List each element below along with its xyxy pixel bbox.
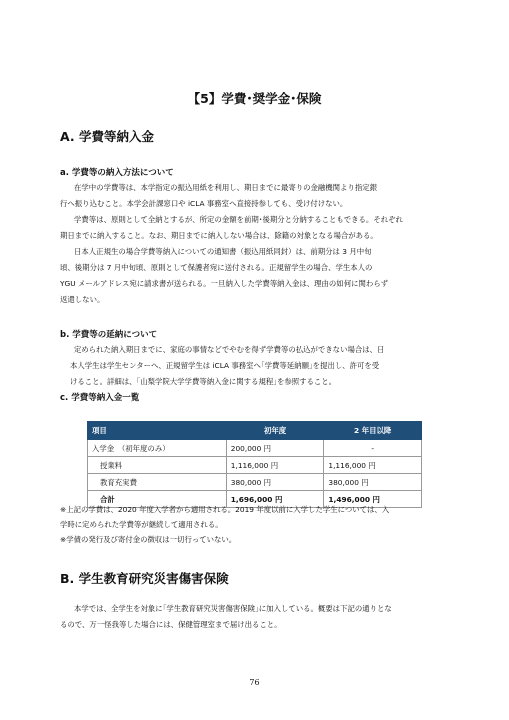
note-line: 学時に定められた学費等が継続して適用される。: [60, 520, 223, 529]
table-cell: 1,116,000 円: [324, 457, 422, 474]
subsection-b-heading: b. 学費等の延納について: [60, 330, 158, 340]
note-line: ※学債の発行及び寄付金の徴収は一切行っていない。: [60, 535, 237, 544]
text-line: るので、万一怪我等した場合には、保健管理室まで届け出ること。: [60, 620, 282, 629]
table-header-row: [88, 422, 422, 440]
text-line: 行へ振り込むこと。本学会計課窓口や iCLA 事務室へ直接持参しても、受け付けない。: [60, 199, 348, 208]
text-line: 返還しない。: [60, 295, 105, 304]
text-line: 頃、後期分は 7 月中旬頃、原則として保護者宛に送付される。正規留学生の場合、学生本人の: [60, 263, 373, 272]
text-line: 学費等は、原則として全納とするが、所定の金額を前期･後期分と分納することもできる。それぞれ: [74, 215, 403, 224]
text-line: 本学では、全学生を対象に｢学生教育研究災害傷害保険｣に加入している。概要は下記の通りとな: [74, 604, 392, 613]
fee-notes: [60, 502, 389, 547]
insurance-paragraph: [60, 601, 450, 633]
table-cell: 合計: [88, 491, 227, 508]
text-line: 定められた納入期日までに、家庭の事情などでやむを得ず学費等の払込ができない場合は、日: [74, 345, 385, 354]
table-cell: 入学金 （初年度のみ）: [88, 440, 227, 457]
text-line: YGU メールアドレス宛に請求書が送られる。一旦納入した学費等納入金は、理由の如何に関わらず: [60, 279, 389, 288]
table-cell: 1,496,000 円: [324, 491, 422, 508]
text-line: 日本人正規生の場合学費等納入についての通知書（振込用紙同封）は、前期分は 3 月中旬: [74, 247, 372, 256]
header-second-year-onward: 2 年目以降: [324, 422, 422, 440]
text-line: 本人学生は学生センターへ、正規留学生は iCLA 事務室へ｢学費等延納願｣を提出し、許可を受: [70, 361, 380, 370]
note-line: ※上記の学費は、2020 年度入学者から適用される。2019 年度以前に入学した学生については、入: [60, 505, 390, 514]
table-cell: 200,000 円: [226, 440, 324, 457]
section-b-heading: B. 学生教育研究災害傷害保険: [60, 571, 229, 586]
table-cell: 380,000 円: [226, 474, 324, 491]
table-cell: 1,696,000 円: [226, 491, 324, 508]
page-number: 76: [249, 678, 260, 687]
subsection-c-heading: c. 学費等納入金一覧: [60, 393, 140, 403]
table-cell: 1,116,000 円: [226, 457, 324, 474]
table-row: [88, 474, 422, 491]
table-cell: 教育充実費: [88, 474, 227, 491]
text-line: 期日までに納入すること。なお、期日までに納入しない場合は、除籍の対象となる場合がある。: [60, 231, 378, 240]
table-cell: -: [324, 440, 422, 457]
deferred-payment-paragraph: [60, 342, 450, 390]
header-first-year: 初年度: [226, 422, 324, 440]
text-line: 在学中の学費等は、本学指定の振込用紙を利用し、期日までに最寄りの金融機関より指定銀: [74, 183, 378, 192]
page-title: 【5】学費･奨学金･保険: [187, 91, 322, 106]
table-cell: 380,000 円: [324, 474, 422, 491]
payment-method-paragraph: [60, 180, 450, 308]
table-cell: 授業料: [88, 457, 227, 474]
section-a-heading: A. 学費等納入金: [60, 129, 155, 144]
table-row: [88, 457, 422, 474]
table-row: [88, 440, 422, 457]
header-item: 項目: [88, 422, 227, 440]
fee-table: [87, 421, 422, 508]
text-line: けること。詳細は、｢山梨学院大学学費等納入金に関する規程｣を参照すること。: [70, 377, 337, 386]
subsection-a-heading: a. 学費等の納入方法について: [60, 168, 174, 178]
